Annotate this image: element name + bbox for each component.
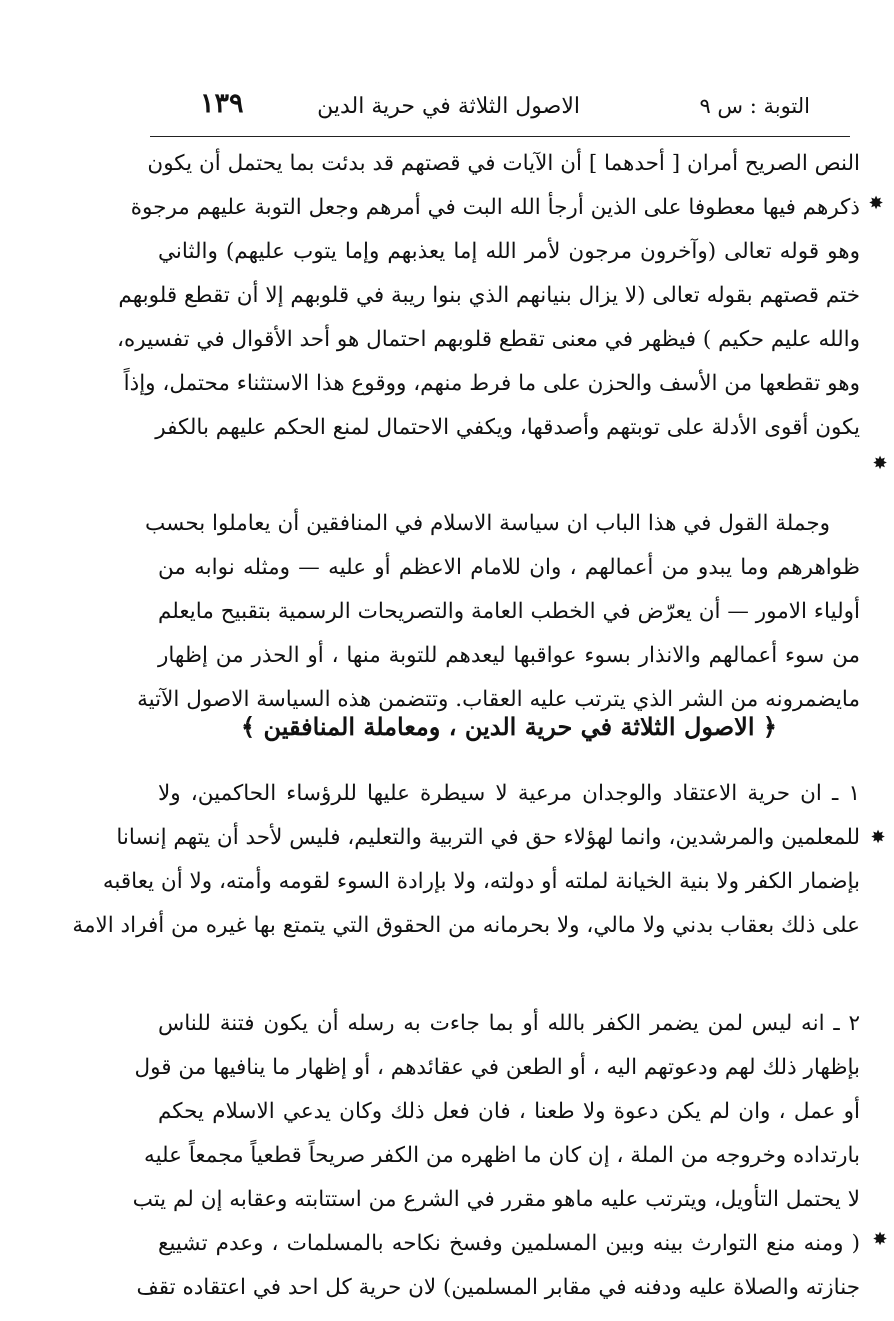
- binding-hole-mark-icon: ✸: [870, 827, 886, 848]
- section-heading: ﴿ الاصول الثلاثة في حرية الدين ، ومعاملة المنافقين ﴾: [241, 712, 777, 741]
- binding-hole-mark-icon: ✸: [872, 1229, 888, 1250]
- text-line: النص الصريح أمران [ أحدهما ] أن الآيات في قصتهم قد بدئت بما يحتمل أن يكون: [147, 151, 860, 176]
- paragraph-2: [137, 502, 860, 722]
- paragraph-1: [117, 142, 860, 450]
- text-line: وجملة القول في هذا الباب ان سياسة الاسلام في المنافقين أن يعاملوا بحسب: [145, 511, 830, 536]
- text-line: ١ ـ ان حرية الاعتقاد والوجدان مرعية لا سيطرة عليها للرؤساء الحاكمين، ولا: [158, 781, 860, 806]
- text-line: بإضمار الكفر ولا بنية الخيانة لملته أو دولته، ولا بإرادة السوء لقومه وأمته، ولا أن يعاقبه: [102, 869, 860, 894]
- text-line: جنازته والصلاة عليه ودفنه في مقابر المسلمين) لان حرية كل احد في اعتقاده تقف: [136, 1275, 860, 1300]
- text-line: مايضمرونه من الشر الذي يترتب عليه العقاب. وتتضمن هذه السياسة الاصول الآتية: [137, 687, 860, 712]
- text-line: يكون أقوى الأدلة على توبتهم وأصدقها، ويكفي الاحتمال لمنع الحكم عليهم بالكفر: [155, 415, 860, 440]
- text-line: ظواهرهم وما يبدو من أعمالهم ، وان للامام الاعظم أو عليه — ومثله نوابه من: [158, 555, 860, 580]
- text-line: وهو قوله تعالى (وآخرون مرجون لأمر الله إما يعذبهم وإما يتوب عليهم) والثاني: [158, 239, 860, 264]
- text-line: ذكرهم فيها معطوفا على الذين أرجأ الله البت في أمرهم وجعل التوبة عليهم مرجوة: [130, 195, 860, 220]
- text-line: بإظهار ذلك لهم ودعوتهم اليه ، أو الطعن في عقائدهم ، أو إظهار ما ينافيها من قول: [134, 1055, 860, 1080]
- header-title: الاصول الثلاثة في حرية الدين: [317, 94, 580, 119]
- header-rule: [150, 136, 850, 137]
- text-line: على ذلك بعقاب بدني ولا مالي، ولا بحرمانه من الحقوق التي يتمتع بها غيره من أفراد الامة: [72, 913, 860, 938]
- text-line: ختم قصتهم بقوله تعالى (لا يزال بنيانهم الذي بنوا ريبة في قلوبهم إلا أن تقطع قلوبهم: [118, 283, 860, 308]
- text-line: للمعلمين والمرشدين، وانما لهؤلاء حق في التربية والتعليم، فليس لأحد أن يتهم إنسانا: [116, 825, 860, 850]
- text-line: بارتداده وخروجه من الملة ، إن كان ما اظهره من الكفر صريحاً قطعياً مجمعاً عليه: [144, 1143, 860, 1168]
- text-line: أو عمل ، وان لم يكن دعوة ولا طعنا ، فان فعل ذلك وكان يدعي الاسلام يحكم: [158, 1099, 860, 1124]
- text-line: وهو تقطعها من الأسف والحزن على ما فرط منهم، ووقوع هذا الاستثناء محتمل، وإذاً: [123, 371, 860, 396]
- text-line: من سوء أعمالهم والانذار بسوء عواقبها ليعدهم للتوبة منها ، أو الحذر من إظهار: [158, 643, 860, 668]
- text-line: والله عليم حكيم ) فيظهر في معنى تقطع قلوبهم احتمال هو أحد الأقوال في تفسيره،: [117, 327, 860, 352]
- running-head: التوبة : س ٩: [699, 94, 810, 118]
- binding-hole-mark-icon: ✸: [872, 453, 888, 474]
- text-line: لا يحتمل التأويل، ويترتب عليه ماهو مقرر في الشرع من استتابته وعقابه إن لم يتب: [132, 1187, 860, 1212]
- paragraph-4: [132, 1002, 860, 1310]
- text-line: ( ومنه منع التوارث بينه وبين المسلمين وفسخ نكاحه بالمسلمات ، وعدم تشييع: [158, 1231, 860, 1256]
- page-header: [150, 88, 810, 128]
- text-line: أولياء الامور — أن يعرّض في الخطب العامة والتصريحات الرسمية بتقبيح مايعلم: [158, 599, 860, 624]
- page-number: ١٣٩: [200, 88, 244, 119]
- binding-hole-mark-icon: ✸: [868, 193, 884, 214]
- text-line: ٢ ـ انه ليس لمن يضمر الكفر بالله أو بما جاءت به رسله أن يكون فتنة للناس: [158, 1011, 860, 1036]
- paragraph-3: [72, 772, 860, 948]
